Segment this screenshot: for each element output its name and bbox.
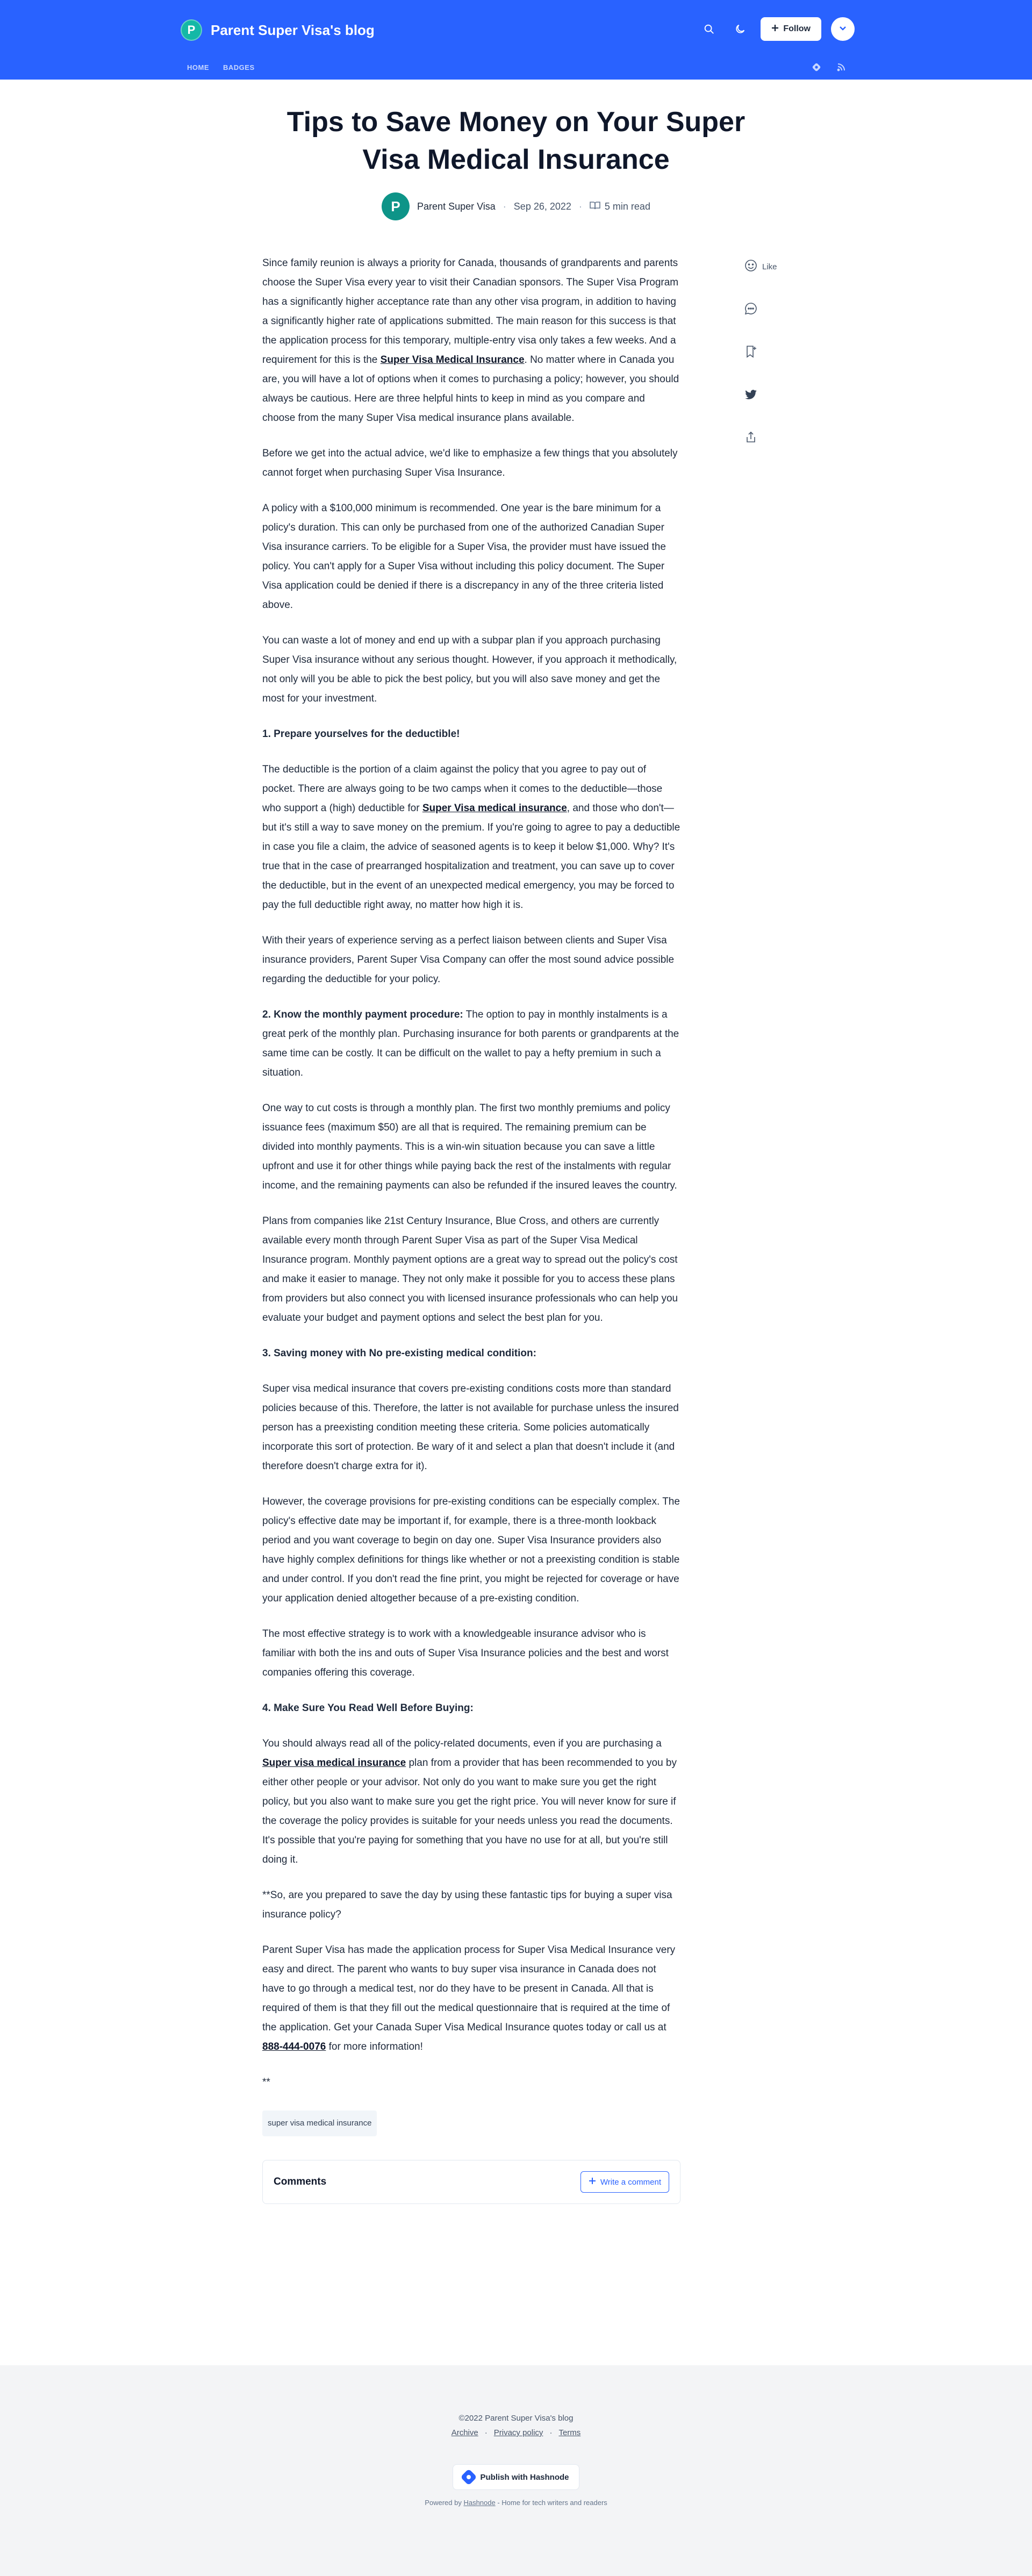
bookmark-icon — [744, 345, 758, 361]
super-visa-medical-insurance-link[interactable]: Super Visa medical insurance — [422, 803, 567, 814]
footer-divider: · — [549, 2428, 553, 2437]
follow-label: Follow — [783, 24, 811, 33]
nav-home[interactable]: HOME — [187, 63, 209, 71]
paragraph: Plans from companies like 21st Century Insurance, Blue Cross, and others are currently available every month through Parent Super Visa as part of the Super Visa Medical Insurance program. Monthly payment options are a great way to spread out the policy's cost and make it easier to manage. They not only make it possible for you to access these plans from providers but also connect you with licensed insurance professionals who can help you evaluate your budget and payment options and select the best plan for you. — [262, 1215, 678, 1323]
blog-logo[interactable]: P — [181, 19, 202, 41]
blog-brand[interactable] — [181, 19, 375, 41]
moon-icon[interactable] — [729, 18, 751, 40]
like-label: Like — [762, 262, 777, 271]
super-visa-medical-insurance-link[interactable]: Super Visa Medical Insurance — [380, 354, 525, 366]
footer-link-archive[interactable]: Archive — [451, 2428, 478, 2437]
plus-icon — [771, 24, 779, 34]
footer-link-privacy[interactable]: Privacy policy — [493, 2428, 543, 2437]
super-visa-medical-insurance-link[interactable]: Super visa medical insurance — [262, 1757, 406, 1769]
header-nav — [0, 60, 1032, 80]
write-comment-label: Write a comment — [600, 2177, 661, 2187]
paragraph: ** — [262, 2077, 270, 2088]
paragraph: **So, are you prepared to save the day by using these fantastic tips for buying a super visa insurance policy? — [262, 1890, 672, 1920]
footer-divider: · — [484, 2428, 488, 2437]
site-footer — [0, 2365, 1032, 2576]
post-tag[interactable]: super visa medical insurance — [262, 2110, 377, 2136]
write-comment-button[interactable] — [580, 2171, 669, 2193]
read-time-label: 5 min read — [604, 201, 650, 212]
like-button[interactable] — [744, 257, 777, 276]
phone-link[interactable]: 888-444-0076 — [262, 2041, 326, 2052]
share-icon — [744, 431, 758, 447]
comment-button[interactable] — [744, 300, 777, 319]
user-menu-button[interactable] — [831, 17, 855, 41]
hashnode-link[interactable]: Hashnode — [463, 2499, 496, 2507]
paragraph: Super visa medical insurance that covers pre-existing conditions costs more than standard policies because of this. Therefore, the latter is not available for purchase unless the insured person has a preexisting condition meeting these criteria. Some policies automatically incorporate this sort of protection. Be wary of it and select a plan that doesn't include it (and therefore doesn't charge extra for it). — [262, 1383, 679, 1472]
blog-name[interactable]: Parent Super Visa's blog — [211, 22, 375, 38]
section-heading: 1. Prepare yourselves for the deductible! — [262, 728, 460, 740]
paragraph: You can waste a lot of money and end up with a subpar plan if you approach purchasing Super Visa insurance without any serious thought. However, if you approach it methodically, not only will you be able to pick the best policy, but you will also save money and get the most for your investment. — [262, 635, 677, 704]
post-title: Tips to Save Money on Your Super Visa Medical Insurance — [286, 106, 746, 175]
post-header — [0, 80, 1032, 220]
search-icon[interactable] — [698, 18, 720, 40]
read-time — [590, 201, 650, 212]
section-heading: 3. Saving money with No pre-existing medical condition: — [262, 1348, 536, 1359]
paragraph: A policy with a $100,000 minimum is recommended. One year is the bare minimum for a policy's duration. This can only be purchased from one of the authorized Canadian Super Visa insurance carriers. To be eligible for a Super Visa, the provider must have issued the policy. You can't apply for a Super Visa without including this policy document. The Super Visa application could be denied if there is a discrepancy in any of the three criteria listed above. — [262, 503, 666, 611]
footer-links — [0, 2428, 1032, 2437]
hashnode-icon — [461, 2468, 477, 2485]
paragraph: One way to cut costs is through a monthly plan. The first two monthly premiums and policy issuance fees (maximum $50) are all that is required. The remaining premium can be divided into monthly payments. This is a win-win situation because you can save a little upfront and use it for other things while paying back the rest of the instalments with regular income, and the remaining payments can also be refunded if the insured leaves the country. — [262, 1103, 677, 1191]
copyright: ©2022 Parent Super Visa's blog — [458, 2414, 574, 2423]
publish-with-hashnode-button[interactable] — [453, 2464, 579, 2490]
post-date: Sep 26, 2022 — [513, 201, 571, 212]
book-icon — [590, 201, 600, 212]
rss-icon[interactable] — [835, 61, 847, 73]
twitter-share-button[interactable] — [744, 386, 777, 405]
comment-icon — [744, 302, 758, 318]
footer-link-terms[interactable]: Terms — [558, 2428, 581, 2437]
smile-icon — [744, 259, 758, 275]
paragraph: The deductible is the portion of a claim against the policy that you agree to pay out of pocket. There are always going to be two camps when it comes to the deductible—those who support a (high) deductible for Super Visa medical insurance, and those who don't—but it's still a way to save money on the premium. If you're going to agree to pay a deductible in case you file a claim, the advice of seasoned agents is to keep it below $1,000. Why? It's true that in the case of prearranged hospitalization and treatment, you can save up to cover the deductible, but in the event of an unexpected medical emergency, you may be forced to pay the full deductible right away, no matter how high it is. — [262, 764, 680, 911]
paragraph: Since family reunion is always a priority for Canada, thousands of grandparents and parents choose the Super Visa every year to visit their Canadian sponsors. The Super Visa Program has a significantly higher acceptance rate than any other visa program, in addition to having a significantly higher rate of applications submitted. The main reason for this success is that the application process for this temporary, multiple-entry visa only takes a few weeks. And a requirement for this is the Super Visa Medical Insurance. No matter where in Canada you are, you will have a lot of options when it comes to purchasing a policy; however, you should always be cautious. Here are three helpful hints to keep in mind as you compare and choose from the many Super Visa medical insurance plans available. — [262, 257, 679, 424]
article-body — [262, 220, 680, 2136]
section-heading: 4. Make Sure You Read Well Before Buying: — [262, 1702, 474, 1714]
paragraph: Parent Super Visa has made the application process for Super Visa Medical Insurance very easy and direct. The parent who wants to buy super visa insurance in Canada does not have to go through a medical test, nor do they have to be present in Canada. All that is required of them is that they fill out the medical questionnaire that is required at the time of the application. Get your Canada Super Visa Medical Insurance quotes today or call us at 888-444-0076 for more information! — [262, 1944, 676, 2052]
powered-by: Powered by Hashnode - Home for tech writers and readers — [425, 2499, 607, 2507]
paragraph: However, the coverage provisions for pre-existing conditions can be especially complex. The policy's effective date may be important if, for example, there is a three-month lookback period and you want coverage to begin on day one. Super Visa Insurance providers also have highly complex definitions for things like whether or not a preexisting condition is stable and under control. If you don't read the fine print, you might be rejected for coverage or have your application denied altogether because of a pre-existing condition. — [262, 1496, 680, 1604]
floating-actions — [744, 257, 777, 448]
site-header — [0, 0, 1032, 80]
paragraph: With their years of experience serving as a perfect liaison between clients and Super Visa insurance providers, Parent Super Visa Company can offer the most sound advice possible regarding the deductible for your policy. — [262, 935, 675, 985]
meta-separator: · — [503, 201, 506, 212]
hashnode-icon[interactable] — [811, 61, 822, 73]
nav-badges[interactable]: BADGES — [223, 63, 255, 71]
paragraph: 2. Know the monthly payment procedure: The option to pay in monthly instalments is a great perk of the monthly plan. Purchasing insurance for both parents or grandparents at the same time can be costly. It can be difficult on the wallet to pay a hefty premium in such a situation. — [262, 1009, 679, 1078]
twitter-icon — [744, 388, 758, 404]
publish-label: Publish with Hashnode — [480, 2472, 569, 2482]
post-meta — [0, 192, 1032, 220]
author-name[interactable]: Parent Super Visa — [417, 201, 496, 212]
header-top-bar — [0, 0, 1032, 60]
author-avatar[interactable]: P — [382, 192, 410, 220]
chevron-down-icon — [838, 23, 848, 35]
paragraph: The most effective strategy is to work with a knowledgeable insurance advisor who is familiar with both the ins and outs of Super Visa Insurance policies and the best and worst companies offering this coverage. — [262, 1628, 669, 1678]
paragraph: Before we get into the actual advice, we'd like to emphasize a few things that you absolutely cannot forget when purchasing Super Visa Insurance. — [262, 448, 678, 478]
share-button[interactable] — [744, 429, 777, 448]
bookmark-button[interactable] — [744, 343, 777, 362]
follow-button[interactable] — [761, 17, 821, 41]
comments-title: Comments — [274, 2176, 327, 2187]
section-heading: 2. Know the monthly payment procedure: — [262, 1009, 463, 1020]
meta-separator: · — [578, 201, 582, 212]
plus-icon — [589, 2177, 596, 2187]
article-wrapper — [0, 220, 1032, 2204]
header-actions — [698, 17, 855, 41]
paragraph: You should always read all of the policy-related documents, even if you are purchasing a Super visa medical insurance plan from a provider that has been recommended to you by either other people or your advisor. Not only do you want to make sure you get the right policy, but you also want to make sure you get the right price. You will never know for sure if the coverage the policy provides is suitable for your needs unless you read the documents. It's possible that you're paying for something that you have no use for at all, but you're still doing it. — [262, 1738, 677, 1865]
comments-section — [262, 2160, 680, 2204]
